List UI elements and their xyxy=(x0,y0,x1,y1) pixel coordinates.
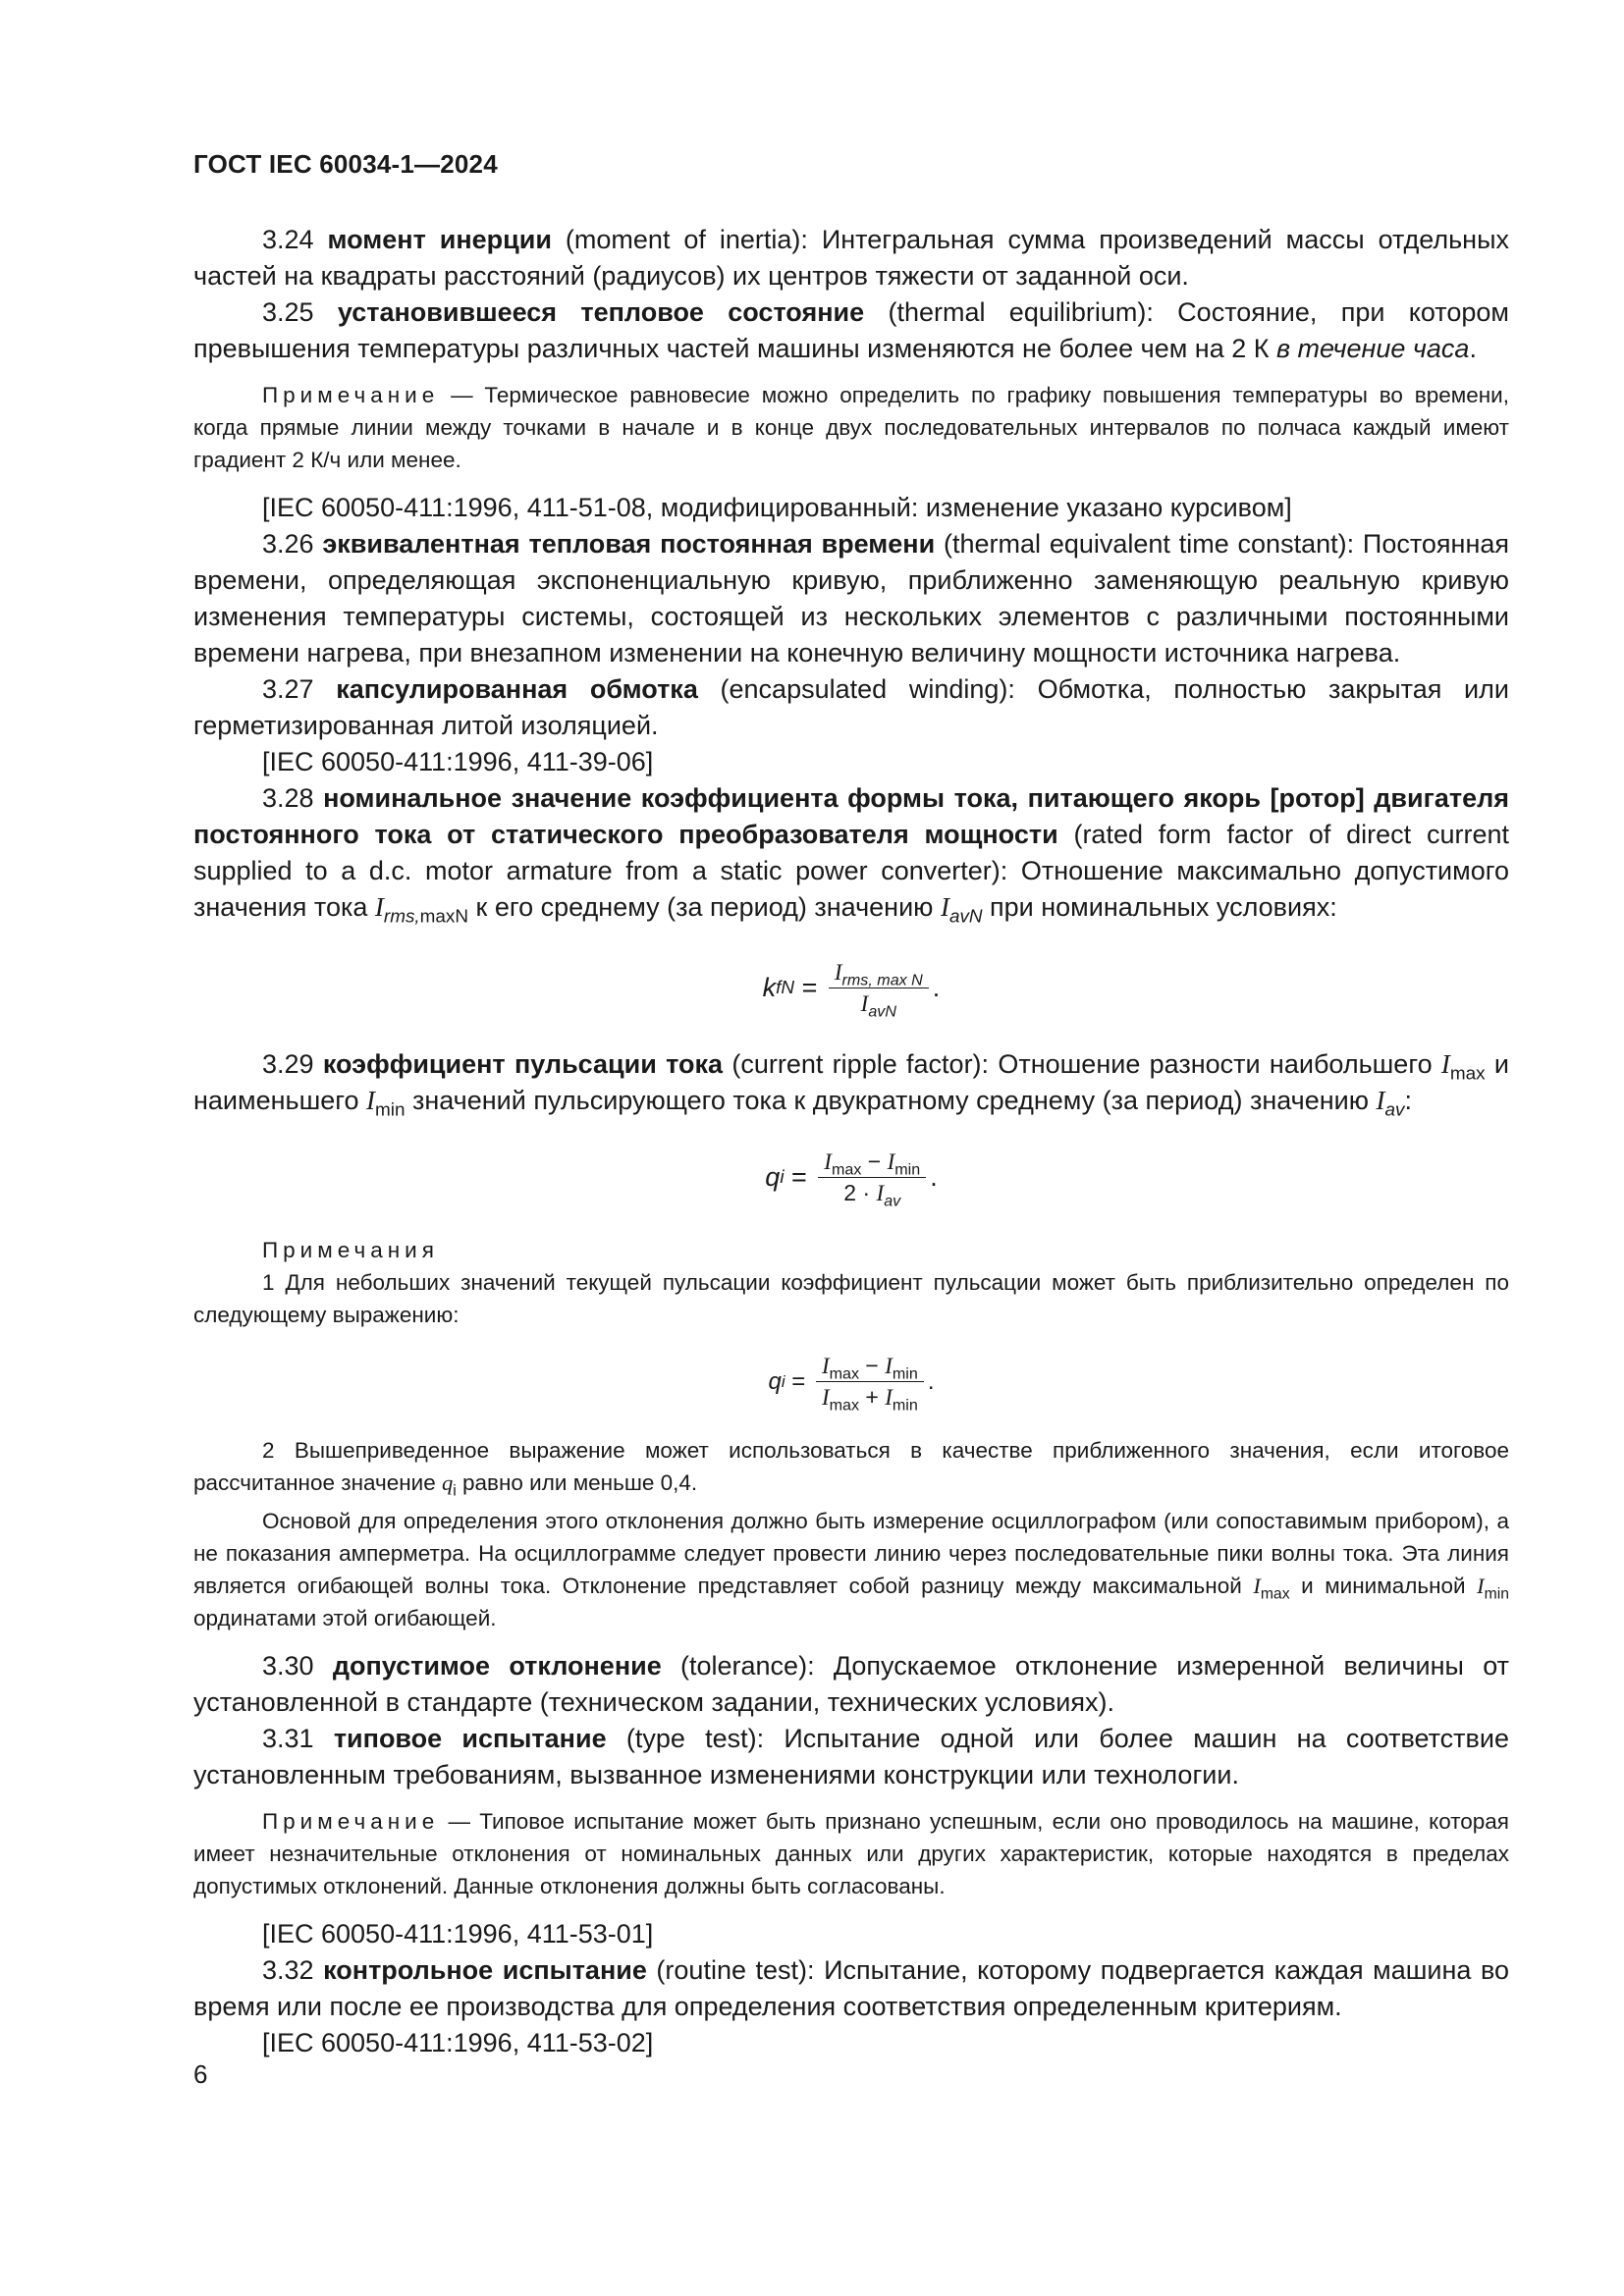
punctuation: . xyxy=(1469,334,1477,363)
subscript: avN xyxy=(868,1002,896,1021)
numerator xyxy=(829,959,929,988)
term-3-31 xyxy=(193,1721,1509,1793)
note-3-31 xyxy=(193,1805,1509,1902)
coefficient: 2 · xyxy=(843,1180,877,1205)
subscript: max xyxy=(829,1364,860,1383)
document-body xyxy=(193,222,1509,2061)
note-text: Основой для определения этого отклонения должно быть измерение осциллографом (или сопоставимым прибором), а не показания амперметра. На осциллограмме следует провести линию через последовательные пики волны тока. Эта линия является огибающей волны тока. Отклонение представляет собой разницу между максимальной xyxy=(193,1509,1509,1598)
term-definition: значений пульсирующего тока к двукратному среднему (за период) значению xyxy=(405,1086,1377,1115)
notes-heading: Примечания xyxy=(262,1238,439,1262)
symbol-i: I xyxy=(885,1385,893,1410)
term-definition: (routine test): Испытание, которому подвергается каждая машина во время или после ее производства для определения соответствия определенным критериям. xyxy=(193,1955,1509,2021)
term-title: типовое испытание xyxy=(333,1724,607,1753)
term-number: 3.25 xyxy=(262,297,338,327)
subscript: max xyxy=(1449,1063,1486,1085)
note-text: 2 Вышеприведенное выражение может использоваться в качестве приближенного значения, если итоговое рассчитанное значение xyxy=(193,1438,1509,1495)
term-definition: (moment of inertia): Интегральная сумма произведений массы отдельных частей на квадраты расстояний (радиусов) их центров тяжести от заданной оси. xyxy=(193,225,1509,291)
symbol-i: I xyxy=(824,1149,832,1174)
note-3-25 xyxy=(193,379,1509,476)
formula-symbol: k xyxy=(762,973,777,1002)
punctuation: . xyxy=(932,973,941,1002)
term-title: контрольное испытание xyxy=(323,1955,647,1985)
term-3-30 xyxy=(193,1648,1509,1721)
note-text: равно или меньше 0,4. xyxy=(456,1470,698,1495)
fraction xyxy=(818,1148,926,1210)
subscript: av xyxy=(1384,1099,1405,1121)
fraction xyxy=(816,1353,924,1415)
equals-sign: = xyxy=(794,973,825,1002)
punctuation: . xyxy=(930,1162,938,1192)
punctuation: : xyxy=(1404,1086,1412,1115)
term-definition: (thermal equivalent time constant): Постоянная времени, определяющая экспоненциальную кривую, приближенно заменяющую реальную кривую изменения температуры системы, состоящей из нескольких элементов с различными постоянными времени нагрева, при внезапном изменении на конечную величину мощности источника нагрева. xyxy=(193,529,1509,667)
note-1: 1 Для небольших значений текущей пульсации коэффициент пульсации может быть приблизительно определен по следующему выражению: xyxy=(193,1270,1509,1327)
plus-sign: + xyxy=(859,1384,886,1410)
note-text: — Типовое испытание может быть признано успешным, если оно проводилось на машине, которая имеет незначительные отклонения от номинальных данных или других характеристик, которые находятся в пределах допустимых отклонений. Данные отклонения должны быть согласованы. xyxy=(193,1809,1509,1898)
subscript: min xyxy=(894,1160,921,1179)
subscript: rms, xyxy=(383,906,420,928)
note-label: Примечание xyxy=(262,1809,440,1834)
term-3-27 xyxy=(193,671,1509,744)
symbol-i: I xyxy=(860,991,869,1016)
term-definition: (thermal equilibrium): Состояние, при котором превышения температуры различных частей машины изменяются не более чем на 2 К xyxy=(193,297,1509,363)
term-title: момент инерции xyxy=(327,225,552,254)
denominator xyxy=(816,1382,924,1415)
term-3-32 xyxy=(193,1952,1509,2025)
formula-qi-approx: q i = $\frac{I_{max} - I_{min}}{I_{max} + I_{min}}$ . xyxy=(768,1353,935,1415)
term-title: номинальное значение коэффициента формы тока, питающего якорь [ротор] двигателя постоянного тока от статического преобразователя мощности xyxy=(193,783,1509,849)
term-definition: при номинальных условиях: xyxy=(982,892,1337,922)
term-definition: (current ripple factor): Отношение разности наибольшего xyxy=(723,1049,1441,1079)
term-title: допустимое отклонение xyxy=(332,1651,662,1681)
term-3-24 xyxy=(193,222,1509,294)
subscript: avN xyxy=(948,906,983,928)
symbol-i: I xyxy=(834,960,842,985)
subscript: rms, max N xyxy=(841,971,923,989)
reference-3-27: [IEC 60050-411:1996, 411-39-06] xyxy=(262,747,654,776)
note-text: — Термическое равновесие можно определить по графику повышения температуры во времени, когда прямые линии между точками в начале и в конце двух последовательных интервалов по полчаса каждый имеют градиент 2 К/ч или менее. xyxy=(193,383,1509,472)
term-number: 3.26 xyxy=(262,529,323,559)
term-definition: к его среднему (за период) значению xyxy=(468,892,941,922)
minus-sign: − xyxy=(859,1353,886,1378)
formula-symbol: q xyxy=(765,1162,781,1192)
term-title: капсулированная обмотка xyxy=(336,674,698,704)
note-3 xyxy=(193,1505,1509,1634)
reference-3-31: [IEC 60050-411:1996, 411-53-01] xyxy=(262,1919,654,1949)
subscript: maxN xyxy=(419,906,468,928)
subscript: max xyxy=(831,1160,862,1179)
term-number: 3.27 xyxy=(262,674,337,704)
symbol-i: I xyxy=(1440,1049,1450,1079)
term-title: установившееся тепловое состояние xyxy=(337,297,865,327)
subscript: i xyxy=(453,1482,457,1500)
note-label: Примечание xyxy=(262,383,440,407)
term-definition: и наименьшего xyxy=(193,1049,1509,1115)
subscript: min xyxy=(1484,1585,1509,1603)
symbol-i: I xyxy=(366,1086,376,1115)
page-number: 6 xyxy=(193,2059,208,2089)
term-number: 3.30 xyxy=(262,1651,333,1681)
term-number: 3.28 xyxy=(262,783,324,813)
formula-qi-main: q i = $\frac{I_{max} - I_{min}}{2 \cdot I_{av}}$ . xyxy=(765,1148,938,1210)
term-definition: (encapsulated winding): Обмотка, полностью закрытая или герметизированная литой изоляцией. xyxy=(193,674,1509,740)
formula-kfn: k fN = $\frac{I_{rms, max N}}{I_{avN}}$ . xyxy=(762,960,941,1021)
denominator xyxy=(855,988,902,1021)
term-title: коэффициент пульсации тока xyxy=(322,1049,724,1079)
symbol-i: I xyxy=(885,1354,893,1378)
minus-sign: − xyxy=(861,1148,888,1174)
reference-3-25: [IEC 60050-411:1996, 411-51-08, модифицированный: изменение указано курсивом] xyxy=(262,493,1292,522)
subscript: min xyxy=(375,1099,406,1121)
numerator xyxy=(818,1148,926,1178)
term-number: 3.32 xyxy=(262,1955,324,1985)
term-number: 3.24 xyxy=(262,225,328,254)
italic-text: в течение часа xyxy=(1275,334,1470,363)
reference-3-32: [IEC 60050-411:1996, 411-53-02] xyxy=(262,2028,654,2057)
term-3-28 xyxy=(193,780,1509,926)
term-definition: (type test): Испытание одной или более машин на соответствие установленным требованиям, вызванное изменениями конструкции или технологии. xyxy=(193,1724,1509,1789)
term-number: 3.31 xyxy=(262,1724,334,1753)
term-number: 3.29 xyxy=(262,1049,323,1079)
symbol-i: I xyxy=(821,1354,830,1378)
numerator xyxy=(816,1353,924,1382)
symbol-i: I xyxy=(1477,1574,1485,1598)
term-definition: (rated form factor of direct current supplied to a d.c. motor armature from a static power converter): Отношение максимально допустимого значения тока xyxy=(193,820,1509,922)
note-text: и минимальной xyxy=(1289,1574,1478,1598)
symbol-i: I xyxy=(1376,1086,1385,1115)
symbol-i: I xyxy=(821,1385,830,1410)
symbol-q: q xyxy=(442,1470,454,1495)
symbol-i: I xyxy=(887,1149,895,1174)
term-3-26 xyxy=(193,526,1509,671)
note-2 xyxy=(193,1434,1509,1499)
term-3-29 xyxy=(193,1046,1509,1119)
subscript: min xyxy=(892,1364,918,1383)
term-title: эквивалентная тепловая постоянная времени xyxy=(322,529,936,559)
symbol-i: I xyxy=(876,1181,885,1205)
equals-sign: = xyxy=(785,1367,812,1395)
symbol-i: I xyxy=(374,892,384,922)
formula-symbol: q xyxy=(768,1367,782,1395)
term-3-25 xyxy=(193,294,1509,367)
symbol-i: I xyxy=(940,892,949,922)
note-text: ординатами этой огибающей. xyxy=(193,1606,497,1630)
subscript: max xyxy=(1260,1585,1290,1603)
term-definition: (tolerance): Допускаемое отклонение измеренной величины от установленной в стандарте (техническом задании, технических условиях). xyxy=(193,1651,1509,1717)
punctuation: . xyxy=(927,1367,935,1395)
equals-sign: = xyxy=(784,1162,815,1192)
subscript: max xyxy=(829,1396,860,1415)
document-header: ГОСТ IEC 60034-1—2024 xyxy=(193,149,498,179)
symbol-i: I xyxy=(1253,1574,1261,1598)
subscript: min xyxy=(892,1396,918,1415)
fraction xyxy=(829,959,929,1021)
subscript: av xyxy=(884,1192,901,1210)
denominator xyxy=(838,1178,906,1210)
